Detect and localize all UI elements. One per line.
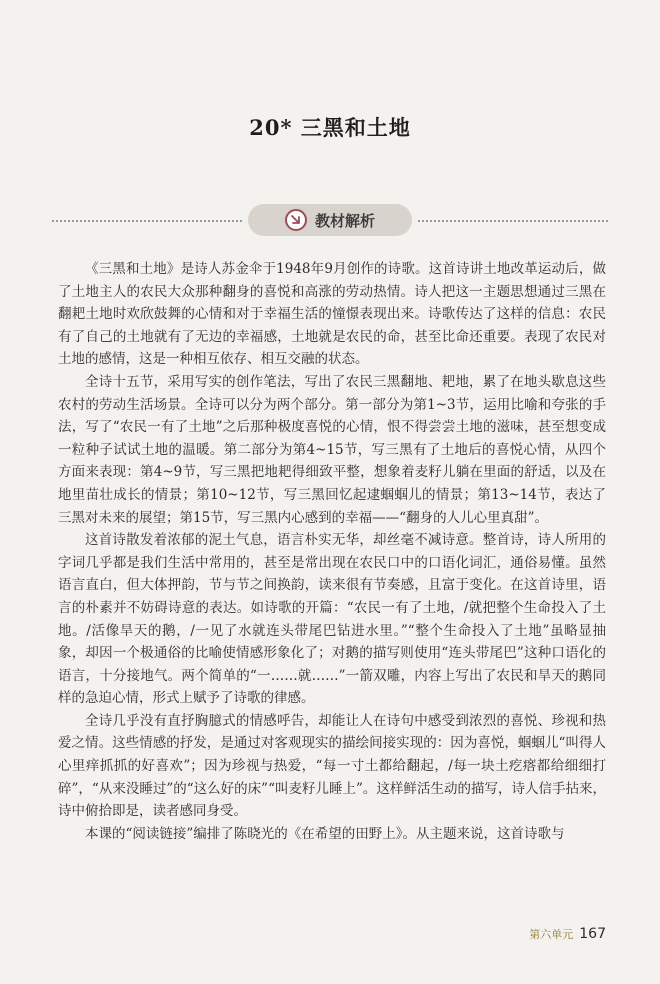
paragraph: 本课的“阅读链接”编排了陈晓光的《在希望的田野上》。从主题来说，这首诗歌与 (85, 825, 565, 842)
paragraph: 这首诗散发着浓郁的泥土气息，语言朴实无华，却丝毫不减诗意。整首诗，诗人所用的字词几乎都是我们生活中常用的，甚至是常出现在农民口中的口语化词汇，通俗易懂。虽然语言直白，但大体押韵，节与节之间换韵，读来很有节奏感，且富于变化。在这首诗里，语言的朴素并不妨碍诗意的表达。如诗歌的开篇：“农民一有了土地，/就把整个生命投入了土地。/活像旱天的鹅，/一见了水就连头带尾巴钻进水里。”“整个生命投入了土地”虽略显抽象，却因一个极通俗的比喻使情感形象化了；对鹅的描写则使用“连头带尾巴”这种口语化的语言，十分接地气。两个简单的“一……就……”一箭双雕，内容上写出了农民和旱天的鹅同样的急迫心情，形式上赋予了诗歌的律感。 (58, 532, 606, 707)
section-label: 教材解析 (314, 211, 375, 230)
dotted-divider-right (418, 220, 608, 222)
page-number: 167 (579, 926, 606, 942)
analysis-text (58, 258, 606, 845)
unit-label: 第六单元 (529, 928, 574, 941)
section-header (52, 204, 608, 238)
paragraph: 《三黑和土地》是诗人苏金伞于1948年9月创作的诗歌。这首诗讲土地改革运动后，做了土地主人的农民大众那种翻身的喜悦和高涨的劳动热情。诗人把这一主题思想通过三黑在翻耙土地时欢欣鼓舞的心情和对于幸福生活的憧憬表现出来。诗歌传达了这样的信息：农民有了自己的土地就有了无边的幸福感，土地就是农民的命，甚至比命还重要。表现了农民对土地的感情，这是一种相互依存、相互交融的状态。 (58, 261, 606, 368)
dotted-divider-left (52, 220, 242, 222)
paragraph: 全诗十五节，采用写实的创作笔法，写出了农民三黑翻地、耙地，累了在地头歇息这些农村的劳动生活场景。全诗可以分为两个部分。第一部分为第1~3节，运用比喻和夸张的手法，写了“农民一有了土地”之后那种极度喜悦的心情，恨不得尝尝土地的滋味，甚至想变成一粒种子试试土地的温暖。第二部分为第4~15节，写三黑有了土地后的喜悦心情，从四个方面来表现：第4~9节，写三黑把地耙得细致平整，想象着麦籽儿躺在里面的舒适，以及在地里苗壮成长的情景；第10~12节，写三黑回忆起逮蝈蝈儿的情景；第13~14节，表达了三黑对未来的展望；第15节，写三黑内心感到的幸福——“翻身的人儿心里真甜”。 (58, 373, 606, 526)
arrow-circle-icon (285, 209, 307, 231)
paragraph: 全诗几乎没有直抒胸臆式的情感呼告，却能让人在诗句中感受到浓烈的喜悦、珍视和热爱之情。这些情感的抒发，是通过对客观现实的描绘间接实现的：因为喜悦，蝈蝈儿“叫得人心里痒抓抓的好喜欢”；因为珍视与热爱，“每一寸土都给翻起，/每一块土疙瘩都给细细打碎”，“从来没睡过”的“这么好的床”“叫麦籽儿睡上”。这样鲜活生动的描写，诗人信手拈来，诗中俯拾即是，读者感同身受。 (58, 712, 606, 820)
lesson-title: 20* 三黑和土地 (249, 115, 411, 140)
section-badge (248, 204, 412, 236)
page-footer (529, 926, 606, 942)
